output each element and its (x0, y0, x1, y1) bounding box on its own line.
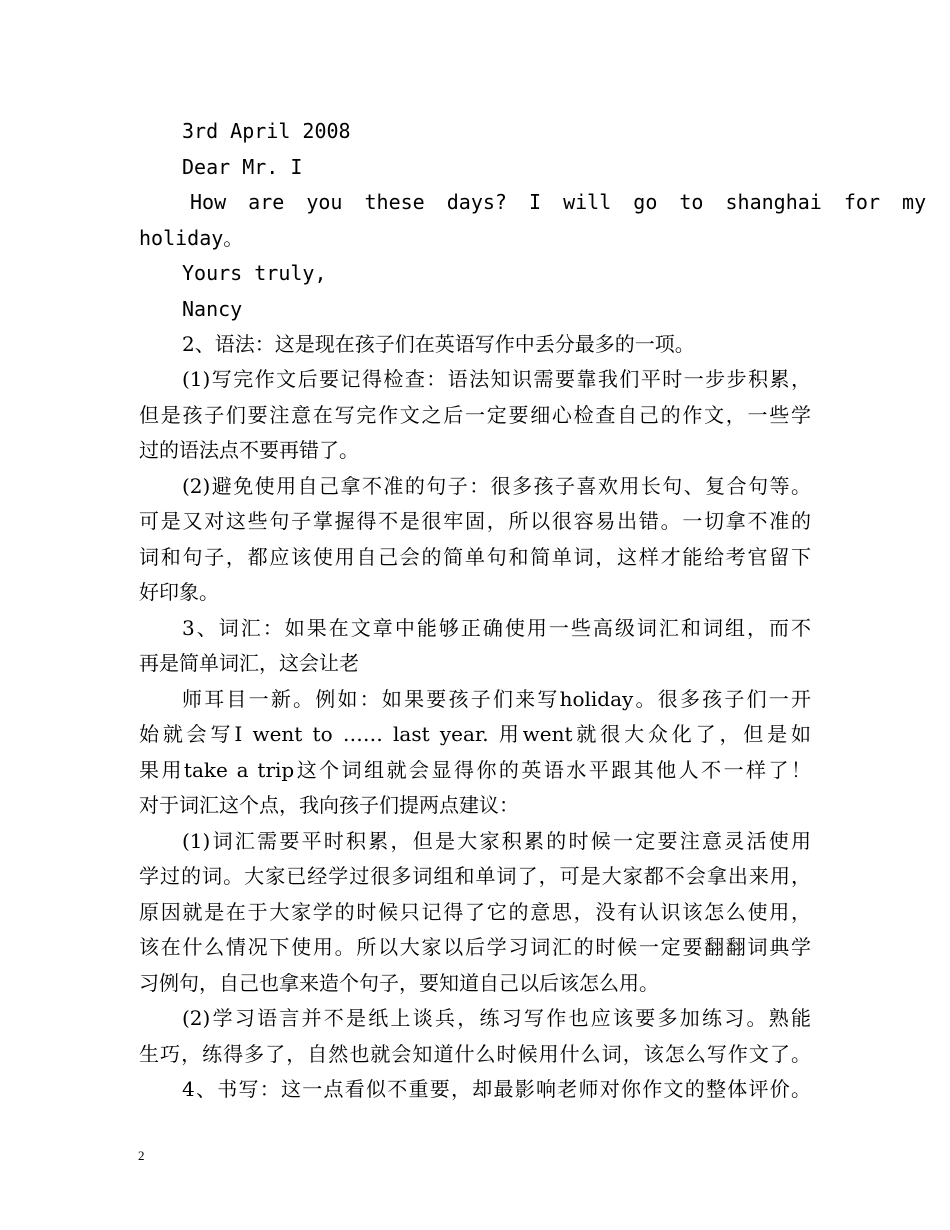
paragraph-line: 对于词汇这个点，我向孩子们提两点建议： (139, 793, 519, 817)
letter-signature: Nancy (182, 297, 243, 321)
paragraph-line: 习例句，自己也拿来造个句子，要知道自己以后该怎么用。 (139, 971, 659, 995)
page-number: 2 (138, 1148, 145, 1163)
vocab-heading: 3、词汇：如果在文章中能够正确使用一些高级词汇和词组，而不 (182, 616, 811, 640)
letter-date: 3rd April 2008 (182, 119, 351, 143)
letter-closing: Yours truly, (182, 261, 327, 285)
paragraph-line: 始就会写I went to …… last year. 用went就很大众化了，但是如 (139, 722, 811, 746)
paragraph-line: 再是简单词汇，这会让老 (139, 651, 359, 675)
paragraph-line: 生巧，练得多了，自然也就会知道什么时候用什么词，该怎么写作文了。 (139, 1042, 811, 1066)
paragraph-line: 学过的词。大家已经学过很多词组和单词了，可是大家都不会拿出来用， (139, 864, 811, 888)
paragraph-line: (2)学习语言并不是纸上谈兵，练习写作也应该要多加练习。熟能 (182, 1006, 811, 1030)
paragraph-line: 但是孩子们要注意在写完作文之后一定要细心检查自己的作文，一些学 (139, 403, 811, 427)
letter-body-line: How are you these days? I will go to shanghai for my (190, 190, 927, 214)
paragraph-line: 可是又对这些句子掌握得不是很牢固，所以很容易出错。一切拿不准的 (139, 509, 811, 533)
paragraph-line: 果用take a trip这个词组就会显得你的英语水平跟其他人不一样了！ (139, 758, 811, 782)
grammar-heading: 2、语法：这是现在孩子们在英语写作中丢分最多的一项。 (182, 332, 695, 356)
letter-body-line: holiday。 (139, 226, 244, 250)
paragraph-line: (1)写完作文后要记得检查：语法知识需要靠我们平时一步步积累， (182, 367, 811, 391)
paragraph-line: 师耳目一新。例如：如果要孩子们来写holiday。很多孩子们一开 (182, 687, 811, 711)
paragraph-line: 过的语法点不要再错了。 (139, 438, 359, 462)
paragraph-line: 原因就是在于大家学的时候只记得了它的意思，没有认识该怎么使用， (139, 900, 811, 924)
paragraph-line: (2)避免使用自己拿不准的句子：很多孩子喜欢用长句、复合句等。 (182, 474, 811, 498)
paragraph-line: 词和句子，都应该使用自己会的简单句和简单词，这样才能给考官留下 (139, 545, 811, 569)
writing-heading: 4、书写：这一点看似不重要，却最影响老师对你作文的整体评价。 (182, 1077, 811, 1101)
paragraph-line: 好印象。 (139, 580, 219, 604)
paragraph-line: 该在什么情况下使用。所以大家以后学习词汇的时候一定要翻翻词典学 (139, 935, 811, 959)
paragraph-line: (1)词汇需要平时积累，但是大家积累的时候一定要注意灵活使用 (182, 829, 811, 853)
letter-salutation: Dear Mr. I (182, 155, 303, 179)
